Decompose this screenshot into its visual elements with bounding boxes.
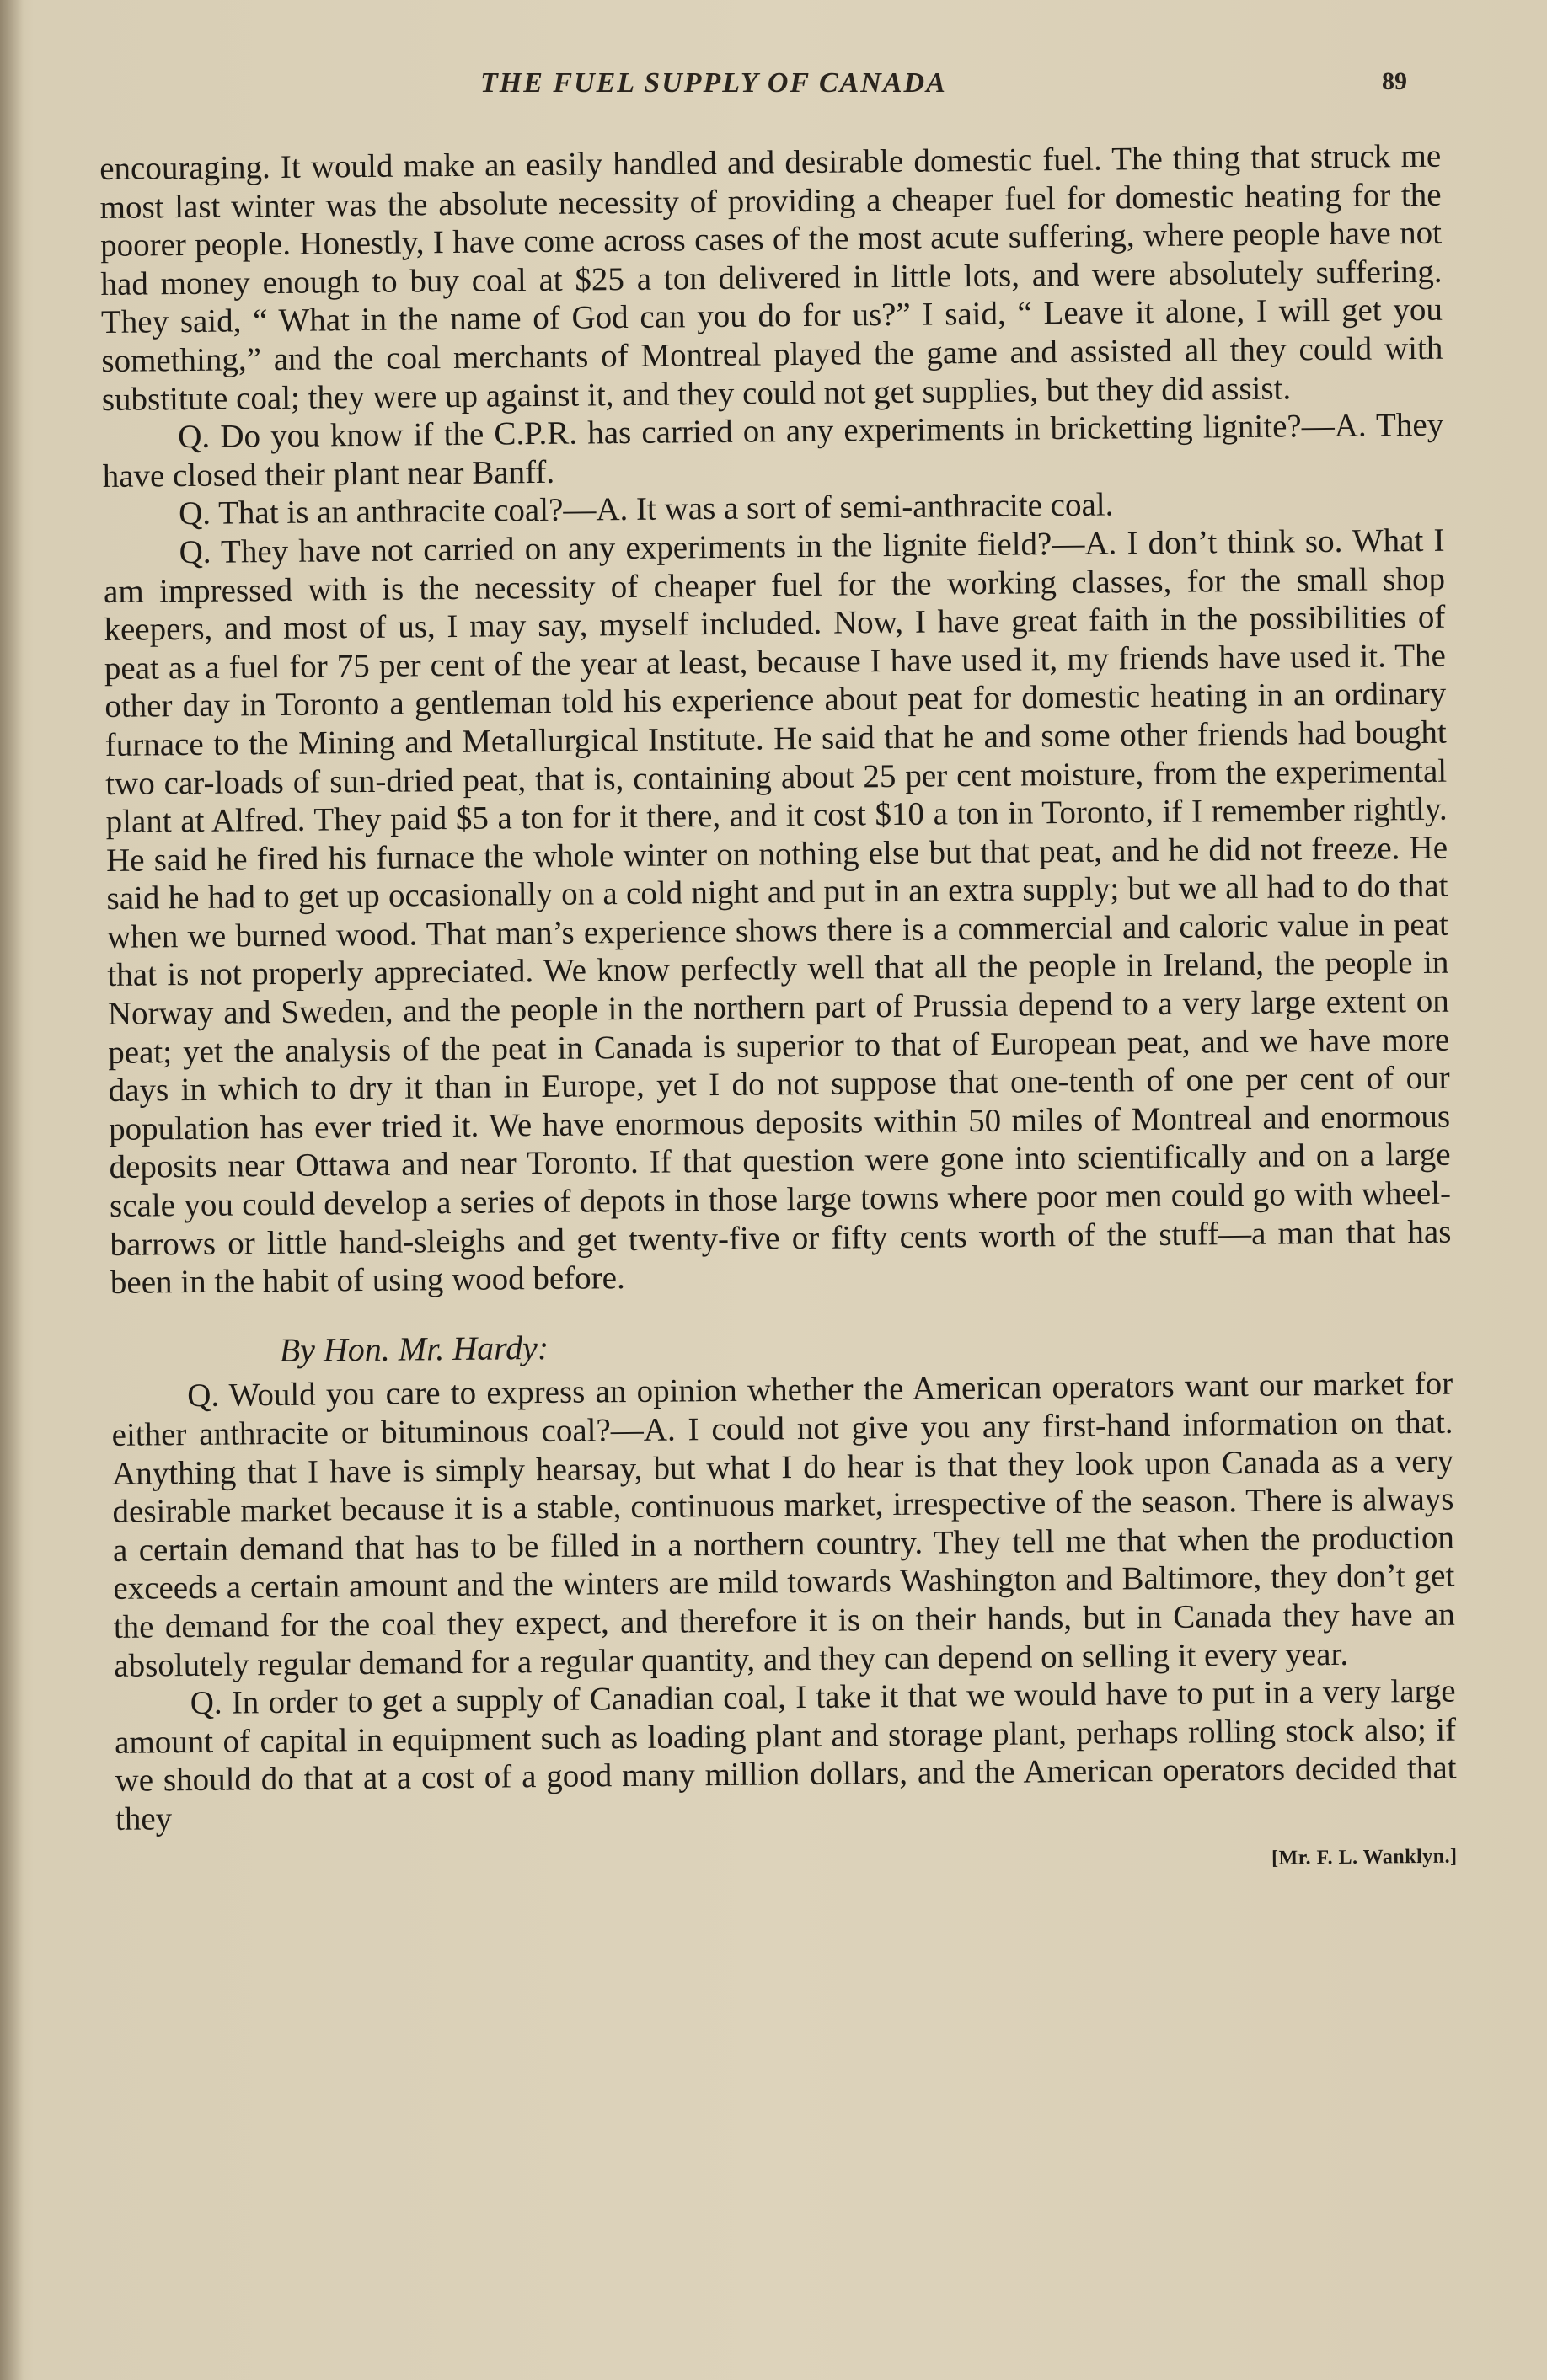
paragraph-question-market: Q. Would you care to express an opinion whether the American operators want our market for either anthracite or bituminous coal?—A. I could not give you any first-hand information on that. Anything that I have is simply hearsay, but what I do hear is that they look upon Canada as a very desirable market because it is a stable, continuous market, irrespective of the season. There is always a certain demand that has to be filled in a northern country. They tell me that when the production exceeds a certain amount and the winters are mild towards Washington and Baltimore, they don’t get the demand for the coal they expect, and therefore it is on their hands, but in Canada they have an absolutely regular demand for a regular quantity, and they can depend on selling it every year. <box>111 1366 1455 1684</box>
paragraph-question-capital: Q. In order to get a supply of Canadian coal, I take it that we would have to put in a very large amount of capital in equipment such as loading plant and storage plant, perhaps rolling stock also; if we should do that at a cost of a good many million dollars, and the American operators decided that they <box>114 1672 1457 1837</box>
speaker-heading: By Hon. Mr. Hardy: <box>279 1328 549 1369</box>
witness-note: [Mr. F. L. Wanklyn.] <box>1271 1845 1458 1869</box>
paragraph-question-lignite: Q. They have not carried on any experiments in the lignite field?—A. I don’t think so. What I am impressed with is the necessity of cheaper fuel for the working classes, for the small shop keepers, and most of us, I may say, myself included. Now, I have great faith in the possibilities of peat as a fuel for 75 per cent of the year at least, because I have used it, my friends have used it. The other day in Toronto a gentleman told his experience about peat for domestic heating in an ordinary furnace to the Mining and Metallurgical Institute. He said that he and some other friends had bought two car-loads of sun-dried peat, that is, containing about 25 per cent moisture, from the experimental plant at Alfred. They paid $5 a ton for it there, and it cost $10 a ton in Toronto, if I remember rightly. He said he fired his furnace the whole winter on nothing else but that peat, and he did not freeze. He said he had to get up occasionally on a cold night and put in an extra supply; but we all had to do that when we burned wood. That man’s experience shows there is a commercial and caloric value in peat that is not properly appreciated. We know perfectly well that all the people in Ireland, the people in Norway and Sweden, and the people in the northern part of Prussia depend to a very large extent on peat; yet the analysis of the peat in Canada is superior to that of European peat, and we have more days in which to dry it than in Europe, yet I do not suppose that one-tenth of one per cent of our population has ever tried it. We have enormous deposits within 50 miles of Montreal and enormous deposits near Ottawa and near Toronto. If that question were gone into scientifically and on a large scale you could develop a series of depots in those large towns where poor men could go with wheel-barrows or little hand-sleighs and get twenty-five or fifty cents worth of the stuff—a man that has been in the habit of using wood before. <box>103 521 1452 1302</box>
page-number: 89 <box>1382 67 1407 95</box>
paragraph-question-anthracite: Q. That is an anthracite coal?—A. It was a sort of semi-anthracite coal. <box>178 486 1114 532</box>
running-head: THE FUEL SUPPLY OF CANADA <box>480 67 947 99</box>
paragraph-question-cpr: Q. Do you know if the C.P.R. has carried on any experiments in bricketting lignite?—A. They have closed their plant near Banff. <box>102 406 1444 495</box>
paragraph-continuation: encouraging. It would make an easily handled and desirable domestic fuel. The thing that struck me most last winter was the absolute necessity of providing a cheaper fuel for domestic heating for the poorer people. Honestly, I have come across cases of the most acute suffering, where people have not had money enough to buy coal at $25 a ton delivered in little lots, and were absolutely suffering. They said, “ What in the name of God can you do for us?” I said, “ Leave it alone, I will get you something,” and the coal merchants of Montreal played the game and assisted all they could with substitute coal; they were up against it, and they could not get supplies, but they did assist. <box>99 137 1443 418</box>
text-body <box>99 137 1458 1889</box>
binding-shadow <box>0 0 24 2380</box>
